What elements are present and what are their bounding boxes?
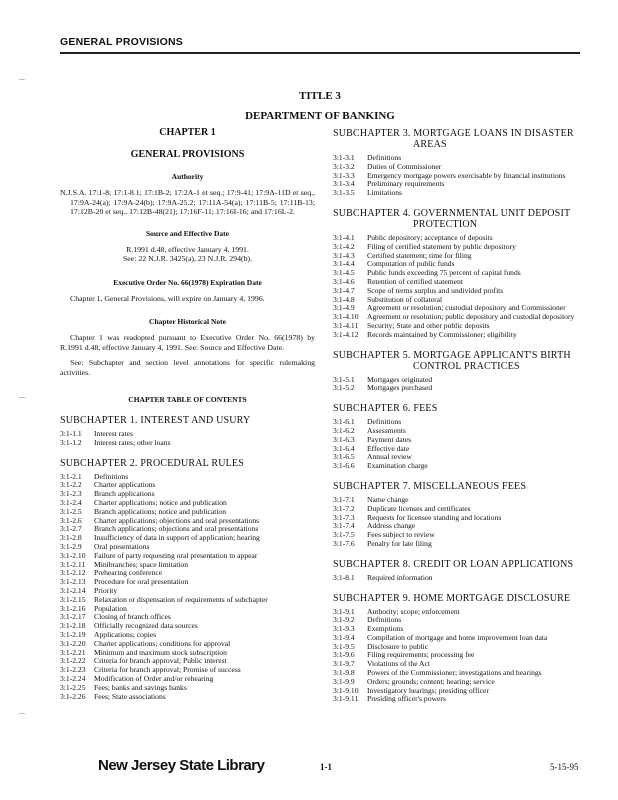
section-number: 3:1-2.15: [60, 594, 86, 604]
section-title: Disclosure to public: [367, 641, 429, 651]
section-title: Charter applications; notice and publication: [94, 497, 227, 507]
historical-note-heading: Chapter Historical Note: [149, 317, 226, 326]
section-title: Filing of certified statement by public depository: [367, 241, 516, 251]
section-title: Minibranches; space limitation: [94, 559, 189, 569]
section-number: 3:1-4.6: [333, 276, 355, 286]
section-number: 3:1-4.10: [333, 312, 359, 322]
section-title: Branch applications; notice and publication: [94, 506, 227, 516]
subchapter-7-list: [333, 496, 583, 549]
toc-entry: [333, 574, 583, 583]
section-number: 3:1-9.5: [333, 641, 355, 651]
section-number: 3:1-2.17: [60, 612, 86, 622]
margin-mark: ⌒: [18, 79, 26, 88]
toc-entry: [333, 331, 583, 340]
right-column: [333, 128, 583, 704]
section-number: 3:1-2.8: [60, 533, 82, 543]
section-number: 3:1-2.25: [60, 682, 86, 692]
section-title: Prehearing conference: [94, 568, 163, 578]
section-title: Name change: [367, 494, 409, 504]
toc-entry: [333, 462, 583, 471]
toc-entry: [333, 384, 583, 393]
section-title: Public depository; acceptance of deposits: [367, 232, 493, 242]
section-title: Public funds exceeding 75 percent of capital funds: [367, 268, 521, 278]
chapter-number: CHAPTER 1: [159, 127, 216, 138]
section-number: 3:1-4.11: [333, 320, 359, 330]
subchapter-8-heading: SUBCHAPTER 8. CREDIT OR LOAN APPLICATIONS: [333, 558, 574, 570]
section-title: Branch applications: [94, 489, 155, 499]
section-title: Criteria for branch approval; Public interest: [94, 656, 227, 666]
section-number: 3:1-9.4: [333, 632, 355, 642]
header-rule: [60, 52, 580, 54]
section-title: Definitions: [367, 153, 402, 162]
authority-text: N.J.S.A. 17:1-8; 17:1-8.1; 17:1B-2; 17:2A-1 et seq.; 17:9-41; 17:9A-11D et seq., 17:9A-24(a); 17:9A-24(b); 17:9A-25.2; 17:11A-54(a); 17:11B-5; 17:11B-13; 17:12B-20 et seq., 17:12B-48(21); 17:16F-11; 17:16I-16; and 17:16L-2.: [60, 188, 315, 216]
section-title: Charter applications; objections and oral presentations: [94, 515, 260, 525]
section-title: Security; State and other public deposits: [367, 320, 490, 330]
section-title: Agreement or resolution; custodial depository and Commissioner: [367, 303, 566, 313]
section-number: 3:1-6.4: [333, 443, 355, 453]
section-number: 3:1-2.1: [60, 471, 82, 481]
section-number: 3:1-9.7: [333, 659, 355, 669]
section-number: 3:1-1.1: [60, 429, 82, 438]
section-title: Minimum and maximum stock subscription: [94, 647, 227, 657]
section-number: 3:1-4.8: [333, 294, 355, 304]
historical-note-text: Chapter 1 was readopted pursuant to Executive Order No. 66(1978) by R.1991 d.48, effective January 4, 1991. See: Source and Effective Date.: [60, 333, 315, 352]
subchapter-9-list: [333, 608, 583, 705]
subchapter-9-heading: SUBCHAPTER 9. HOME MORTGAGE DISCLOSURE: [333, 592, 571, 604]
section-title: Interest rates: [94, 429, 134, 438]
section-number: 3:1-4.3: [333, 250, 355, 260]
section-title: Oral presentations: [94, 541, 150, 551]
section-title: Insufficiency of data in support of application; hearing: [94, 533, 260, 543]
section-number: 3:1-2.4: [60, 497, 82, 507]
subchapter-4-heading: [333, 208, 583, 230]
section-title: Retention of certified statement: [367, 276, 463, 286]
subchapter-1-list: [60, 430, 315, 448]
section-number: 3:1-8.1: [333, 572, 355, 582]
section-number: 3:1-4.9: [333, 303, 355, 313]
section-number: 3:1-2.5: [60, 506, 82, 516]
section-number: 3:1-4.2: [333, 241, 355, 251]
section-title: Relaxation or dispensation of requirements of subchapter: [94, 594, 268, 604]
source-line-1: R.1991 d.48, effective January 4, 1991.: [126, 244, 249, 254]
section-title: Emergency mortgage powers exercisable by financial institutions: [367, 170, 566, 180]
section-title: Violations of the Act: [367, 659, 431, 669]
section-title: Assessments: [367, 425, 406, 435]
department-title: DEPARTMENT OF BANKING: [245, 110, 395, 122]
section-number: 3:1-2.13: [60, 577, 86, 587]
section-title: Presiding officer's powers: [367, 694, 446, 704]
revision-date: 5-15-95: [550, 762, 579, 772]
section-title: Closing of branch offices: [94, 612, 171, 622]
subchapter-7-heading: SUBCHAPTER 7. MISCELLANEOUS FEES: [333, 480, 527, 492]
section-number: 3:1-6.5: [333, 452, 355, 462]
section-number: 3:1-4.4: [333, 259, 355, 269]
subchapter-3-title-cont: AREAS: [413, 139, 447, 150]
section-title: Powers of the Commissioner; investigations and hearings: [367, 668, 542, 678]
section-number: 3:1-6.2: [333, 425, 355, 435]
section-title: Charter applications; conditions for approval: [94, 638, 231, 648]
section-title: Annual review: [367, 452, 412, 462]
section-title: Limitations: [367, 188, 403, 198]
subchapter-4-title-cont: PROTECTION: [413, 218, 478, 230]
subchapter-4-title: SUBCHAPTER 4. GOVERNMENTAL UNIT DEPOSIT: [333, 207, 571, 219]
section-number: 3:1-2.7: [60, 524, 82, 534]
section-number: 3:1-2.20: [60, 638, 86, 648]
exec-order-heading: Executive Order No. 66(1978) Expiration Date: [113, 277, 262, 287]
toc-heading: CHAPTER TABLE OF CONTENTS: [128, 395, 247, 404]
section-number: 3:1-9.10: [333, 685, 359, 695]
section-number: 3:1-2.6: [60, 515, 82, 525]
section-title: Scope of terms surplus and undivided profits: [367, 285, 504, 295]
left-column: [60, 128, 315, 701]
section-number: 3:1-2.3: [60, 489, 82, 499]
section-number: 3:1-9.6: [333, 650, 355, 660]
section-title: Fees; State associations: [94, 691, 166, 701]
section-title: Procedure for oral presentation: [94, 577, 189, 587]
section-number: 3:1-2.21: [60, 647, 86, 657]
section-number: 3:1-7.4: [333, 521, 355, 531]
margin-mark: ⌒: [18, 397, 26, 406]
section-title: Definitions: [94, 471, 129, 481]
section-number: 3:1-2.11: [60, 559, 86, 569]
section-number: 3:1-5.1: [333, 374, 355, 384]
section-title: Investigatory hearings; presiding officer: [367, 685, 489, 695]
section-title: Duplicate licenses and certificates: [367, 503, 471, 513]
section-title: Examination charge: [367, 461, 428, 471]
section-title: Effective date: [367, 443, 410, 453]
subchapter-3-list: [333, 154, 583, 198]
section-title: Priority: [94, 585, 118, 595]
section-title: Population: [94, 603, 127, 613]
section-title: Criteria for branch approval; Promise of success: [94, 665, 241, 675]
margin-mark: ⌒: [18, 713, 26, 722]
section-number: 3:1-4.12: [333, 329, 359, 339]
toc-entry: [60, 439, 315, 448]
toc-entry: [333, 189, 583, 198]
section-number: 3:1-7.6: [333, 538, 355, 548]
subchapter-5-title: SUBCHAPTER 5. MORTGAGE APPLICANT'S BIRTH: [333, 349, 571, 361]
section-number: 3:1-4.5: [333, 268, 355, 278]
section-number: 3:1-9.11: [333, 694, 359, 704]
subchapter-5-list: [333, 376, 583, 394]
section-title: Fees; banks and savings banks: [94, 682, 187, 692]
library-stamp: New Jersey State Library: [98, 757, 265, 774]
chapter-name: GENERAL PROVISIONS: [130, 149, 245, 160]
section-title: Orders; grounds; content; hearing; service: [367, 676, 495, 686]
toc-entry: [333, 695, 583, 704]
subchapter-6-list: [333, 418, 583, 471]
section-number: 3:1-4.7: [333, 285, 355, 295]
section-title: Fees subject to review: [367, 530, 435, 540]
section-number: 3:1-2.22: [60, 656, 86, 666]
section-number: 3:1-3.2: [333, 161, 355, 171]
section-title: Compilation of mortgage and home improvement loan data: [367, 632, 548, 642]
title: TITLE 3: [299, 90, 341, 102]
section-number: 3:1-7.5: [333, 530, 355, 540]
subchapter-8-list: [333, 574, 583, 583]
toc-entry: [333, 540, 583, 549]
section-number: 3:1-5.2: [333, 383, 355, 393]
section-title: Charter applications: [94, 480, 156, 490]
section-title: Modification of Order and/or rehearing: [94, 673, 214, 683]
section-number: 3:1-3.4: [333, 179, 355, 189]
source-heading: Source and Effective Date: [146, 228, 229, 238]
section-number: 3:1-6.6: [333, 461, 355, 471]
section-title: Failure of party requesting oral presentation to appear: [94, 550, 258, 560]
section-number: 3:1-4.1: [333, 232, 355, 242]
section-number: 3:1-2.2: [60, 480, 82, 490]
subchapter-1-heading: SUBCHAPTER 1. INTEREST AND USURY: [60, 415, 251, 426]
running-header: GENERAL PROVISIONS: [60, 36, 184, 48]
section-title: Authority; scope; enforcement: [367, 606, 460, 616]
section-number: 3:1-2.18: [60, 621, 86, 631]
section-title: Filing requirements; processing fee: [367, 650, 475, 660]
authority-heading: Authority: [171, 172, 204, 181]
section-title: Address change: [367, 521, 416, 531]
source-line-2: See: 22 N.J.R. 3425(a), 23 N.J.R. 294(b).: [122, 254, 253, 263]
subchapter-4-list: [333, 234, 583, 340]
section-number: 3:1-2.26: [60, 691, 86, 701]
section-number: 3:1-2.24: [60, 673, 86, 683]
section-title: Substitution of collateral: [367, 294, 443, 304]
subchapter-5-title-cont: CONTROL PRACTICES: [413, 360, 520, 372]
section-number: 3:1-3.3: [333, 170, 355, 180]
section-number: 3:1-3.5: [333, 188, 355, 198]
section-title: Penalty for late filing: [367, 538, 432, 548]
section-title: Computation of public funds: [367, 259, 455, 269]
subchapter-2-list: [60, 473, 315, 702]
section-number: 3:1-9.2: [333, 615, 355, 625]
section-title: Preliminary requirements: [367, 179, 445, 189]
section-title: Duties of Commissioner: [367, 161, 442, 171]
section-title: Required information: [367, 572, 433, 582]
section-title: Exemptions: [367, 624, 404, 634]
subchapter-2-heading: SUBCHAPTER 2. PROCEDURAL RULES: [60, 457, 244, 469]
toc-entry: [60, 693, 315, 702]
section-title: Requests for licensee standing and locations: [367, 512, 502, 522]
section-title: Records maintained by Commissioner; eligibility: [367, 329, 517, 339]
section-number: 3:1-6.3: [333, 434, 355, 444]
page-number: 1-1: [320, 762, 332, 772]
section-number: 3:1-9.1: [333, 606, 355, 616]
historical-note-text-2: See: Subchapter and section level annotations for specific rulemaking activities.: [60, 358, 315, 377]
section-number: 3:1-1.2: [60, 437, 82, 447]
section-title: Interest rates; other loans: [94, 437, 171, 447]
section-title: Mortgages originated: [367, 374, 433, 384]
section-title: Definitions: [367, 615, 402, 625]
section-number: 3:1-2.16: [60, 603, 86, 613]
section-number: 3:1-7.3: [333, 512, 355, 522]
section-title: Agreement or resolution; public depository and custodial depository: [367, 312, 575, 322]
section-number: 3:1-2.14: [60, 585, 86, 595]
section-number: 3:1-6.1: [333, 417, 355, 427]
section-number: 3:1-2.19: [60, 629, 86, 639]
section-number: 3:1-2.9: [60, 541, 82, 551]
subchapter-6-heading: SUBCHAPTER 6. FEES: [333, 403, 438, 415]
section-number: 3:1-2.23: [60, 665, 86, 675]
section-number: 3:1-2.10: [60, 550, 86, 560]
section-title: Certified statement; time for filing: [367, 250, 472, 260]
subchapter-3-heading: [333, 128, 583, 150]
section-number: 3:1-9.9: [333, 676, 355, 686]
section-number: 3:1-7.1: [333, 494, 355, 504]
section-title: Applications; copies: [94, 629, 157, 639]
section-number: 3:1-3.1: [333, 153, 355, 162]
section-number: 3:1-9.8: [333, 668, 355, 678]
section-title: Payment dates: [367, 434, 412, 444]
section-title: Officially recognized data sources: [94, 621, 198, 631]
section-number: 3:1-2.12: [60, 568, 86, 578]
subchapter-3-title: SUBCHAPTER 3. MORTGAGE LOANS IN DISASTER: [333, 128, 574, 139]
section-title: Mortgages purchased: [367, 383, 433, 393]
section-number: 3:1-9.3: [333, 624, 355, 634]
section-number: 3:1-7.2: [333, 503, 355, 513]
subchapter-5-heading: [333, 350, 583, 372]
section-title: Branch applications; objections and oral presentations: [94, 524, 259, 534]
exec-order-text: Chapter 1, General Provisions, will expire on January 4, 1996.: [70, 293, 265, 303]
section-title: Definitions: [367, 417, 402, 427]
